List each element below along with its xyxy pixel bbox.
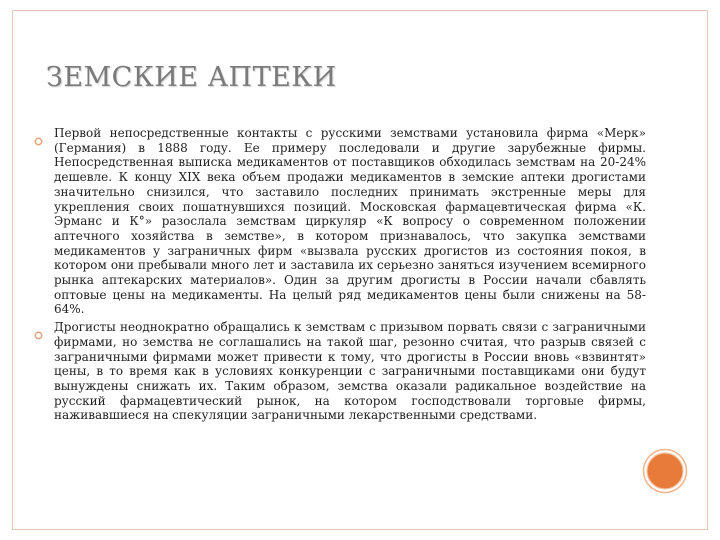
slide-title: ЗЕМСКИЕ АПТЕКИ <box>46 62 337 93</box>
orange-circle-ornament-icon <box>642 448 688 494</box>
slide-body <box>34 126 646 426</box>
paragraph-text: Первой непосредственные контакты с русскими земствами установила фирма «Мерк» (Германия) в 1888 году. Ее примеру последовали и другие зарубежные фирмы. Непосредственная выписка медикаментов от поставщиков обходилась земствам на 20-24% дешевле. К концу XIX века объем продажи медикаментов в земские аптеки дрогистами значительно снизился, что заставило последних принимать экстренные меры для укрепления своих пошатнувшихся позиций. Московская фармацевтическая фирма «К. Эрманс и К°» разослала земствам циркуляр «К вопросу о современном положении аптечного хозяйства в земстве», в котором признавалось, что закупка земствами медикаментов у заграничных фирм «вызвала русских дрогистов из состояния покоя, в котором они пребывали много лет и заставила их серьезно заняться изучением всемирного рынка аптекарских материалов». Один за другим дрогисты в России начали сбавлять оптовые цены на медикаменты. На целый ряд медикаментов цены были снижены на 58-64%. <box>54 126 646 317</box>
paragraph-text: Дрогисты неоднократно обращались к земствам с призывом порвать связи с заграничными фирмами, но земства не соглашались на такой шаг, резонно считая, что разрыв связей с заграничными фирмами может привести к тому, что дрогисты в России вновь «взвинтят» цены, в то время как в условиях конкуренции с заграничными поставщиками они будут вынуждены снижать их. Таким образом, земства оказали радикальное воздействие на русский фармацевтический рынок, на котором господствовали торговые фирмы, наживавшиеся на спекуляции заграничными лекарственными средствами. <box>54 320 646 423</box>
hollow-circle-bullet-icon <box>34 325 54 344</box>
bullet-item <box>34 126 646 317</box>
hollow-circle-bullet-icon <box>34 131 54 150</box>
bullet-item <box>34 320 646 423</box>
